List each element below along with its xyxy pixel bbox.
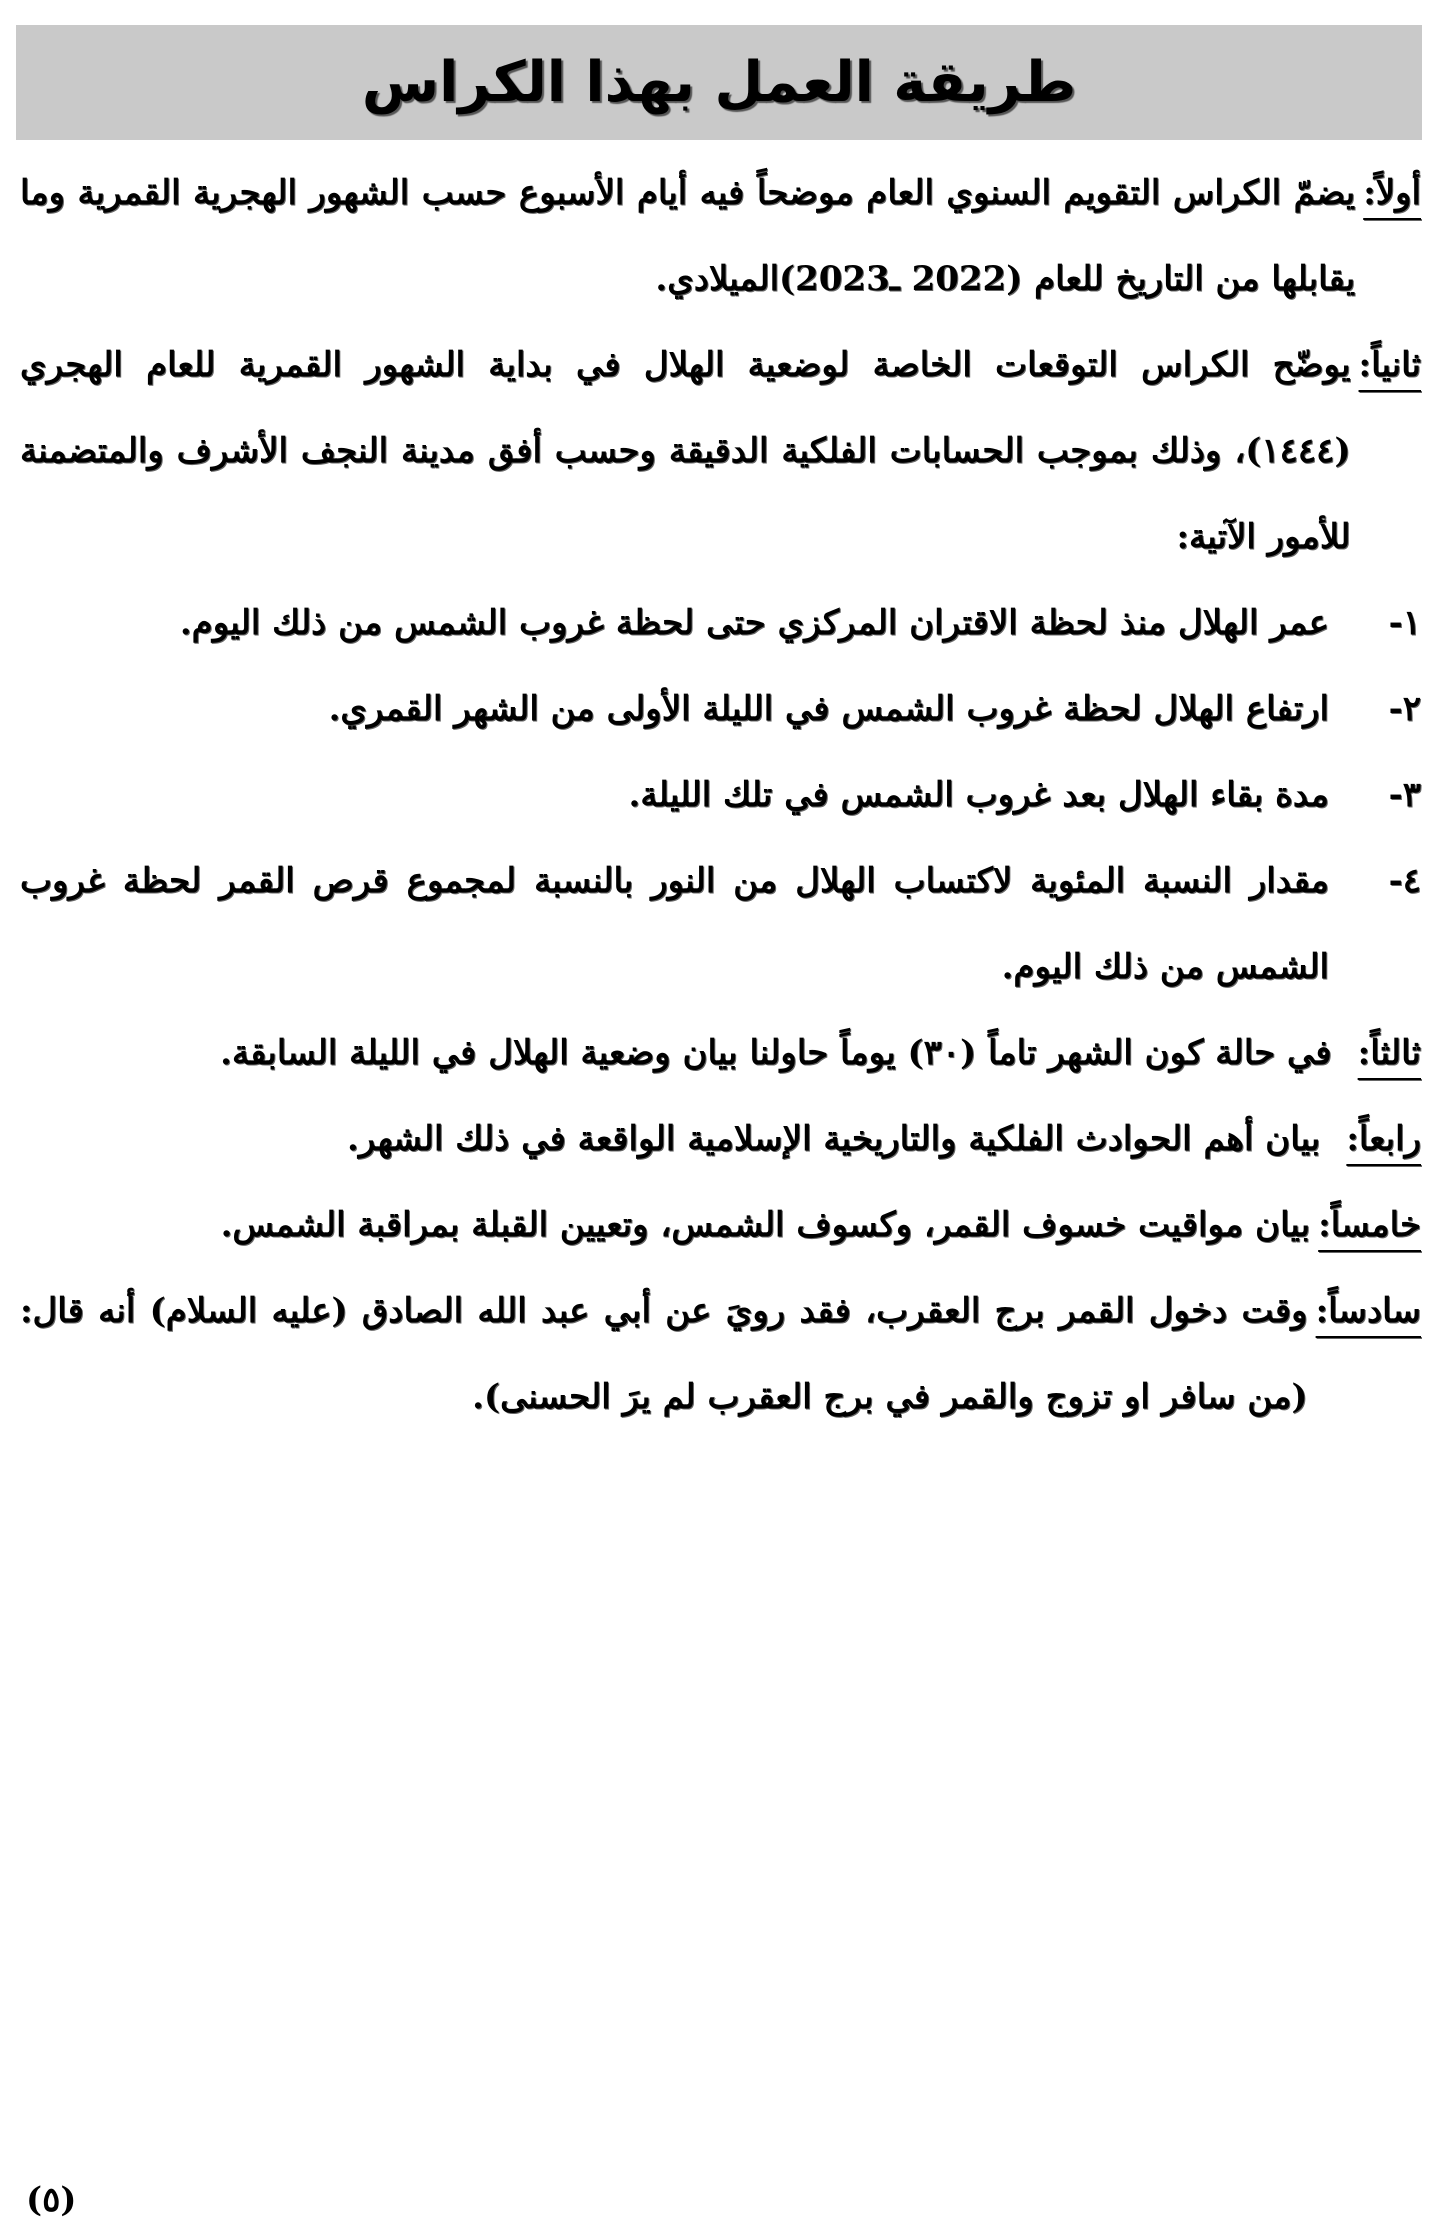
section-text: في حالة كون الشهر تاماً (٣٠) يوماً حاولنا بيان وضعية الهلال في الليلة السابقة. <box>220 1033 1332 1073</box>
section-fourth <box>20 1096 1421 1182</box>
list-item <box>20 838 1421 1010</box>
section-text: يضمّ الكراس التقويم السنوي العام موضحاً فيه أيام الأسبوع حسب الشهور الهجرية القمرية وما يقابلها من التاريخ للعام (2022 ـ2023)الميلادي. <box>20 173 1356 299</box>
item-number: ٤- <box>1388 861 1421 901</box>
section-text: بيان أهم الحوادث الفلكية والتاريخية الإسلامية الواقعة في ذلك الشهر. <box>347 1119 1321 1159</box>
section-first <box>20 150 1421 322</box>
section-label: خامساً: <box>1318 1205 1421 1245</box>
section-label: ثالثاً: <box>1357 1033 1421 1073</box>
section-text: يوضّح الكراس التوقعات الخاصة لوضعية الهلال في بداية الشهور القمرية للعام الهجري (١٤٤٤)، وذلك بموجب الحسابات الفلكية الدقيقة وحسب أفق مدينة النجف الأشرف والمتضمنة للأمور الآتية: <box>20 345 1351 557</box>
section-text: بيان مواقيت خسوف القمر، وكسوف الشمس، وتعيين القبلة بمراقبة الشمس. <box>220 1205 1311 1245</box>
title-banner <box>16 25 1422 140</box>
item-number: ١- <box>1388 603 1421 643</box>
section-text: وقت دخول القمر برج العقرب، فقد رويَ عن أبي عبد الله الصادق (عليه السلام) أنه قال: (من سافر او تزوج والقمر في برج العقرب لم يرَ الحسنى). <box>20 1291 1308 1417</box>
section-sixth <box>20 1268 1421 1440</box>
section-label: أولاً: <box>1363 173 1421 213</box>
section-third <box>20 1010 1421 1096</box>
list-item <box>20 752 1421 838</box>
page-number: (٥) <box>26 2180 77 2220</box>
list-item <box>20 580 1421 666</box>
item-number: ٣- <box>1388 775 1421 815</box>
item-text: ارتفاع الهلال لحظة غروب الشمس في الليلة الأولى من الشهر القمري. <box>328 689 1329 729</box>
item-text: عمر الهلال منذ لحظة الاقتران المركزي حتى لحظة غروب الشمس من ذلك اليوم. <box>179 603 1329 643</box>
section-label: رابعاً: <box>1346 1119 1421 1159</box>
item-text: مدة بقاء الهلال بعد غروب الشمس في تلك الليلة. <box>628 775 1329 815</box>
page-title: طريقة العمل بهذا الكراس <box>361 49 1077 115</box>
section-label: سادساً: <box>1315 1291 1421 1331</box>
item-number: ٢- <box>1388 689 1421 729</box>
section-second <box>20 322 1421 580</box>
list-item <box>20 666 1421 752</box>
section-label: ثانياً: <box>1358 345 1421 385</box>
item-text: مقدار النسبة المئوية لاكتساب الهلال من النور بالنسبة لمجموع قرص القمر لحظة غروب الشمس من ذلك اليوم. <box>20 861 1329 987</box>
document-body <box>20 150 1421 1440</box>
section-fifth <box>20 1182 1421 1268</box>
